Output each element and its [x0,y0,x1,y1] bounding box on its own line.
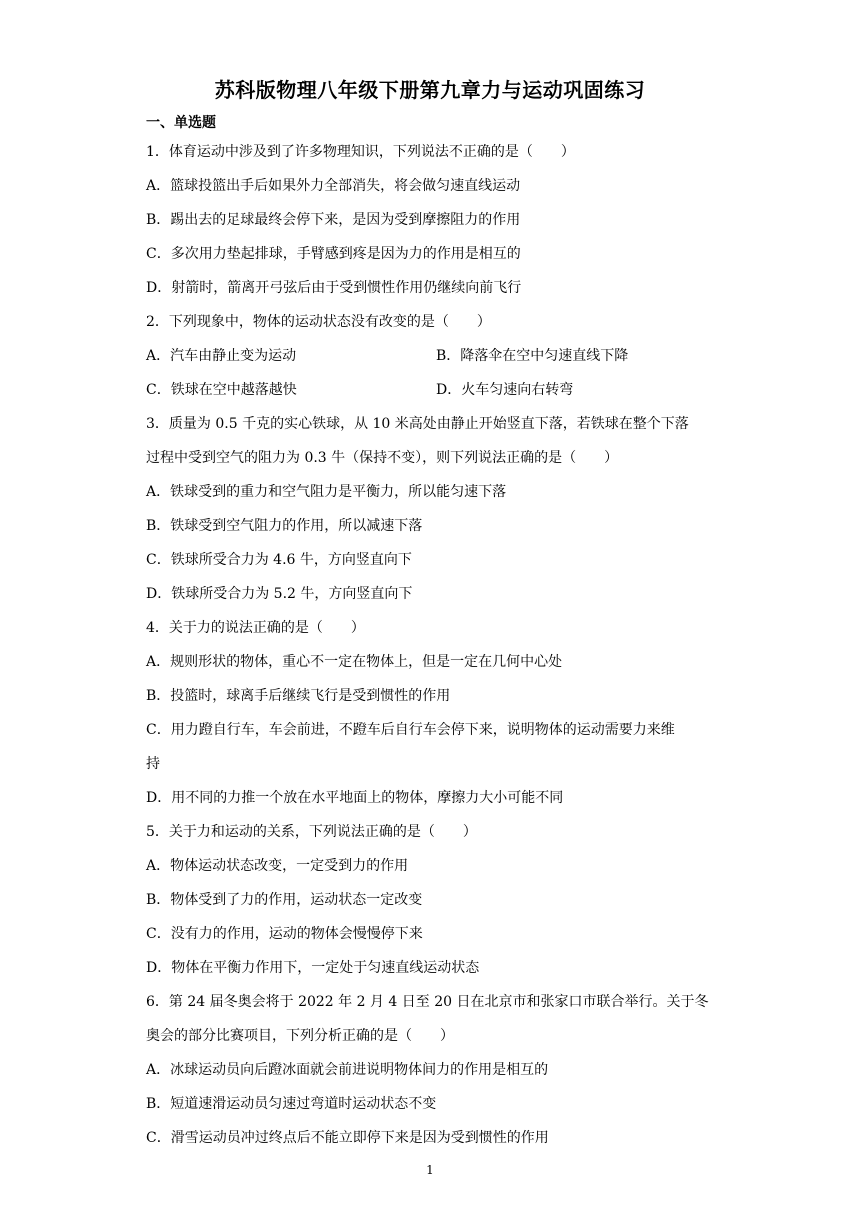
question-3-stem-line-2: 过程中受到空气的阻力为 0.3 牛（保持不变），则下列说法正确的是（ ） [146,450,619,466]
question-4-stem: 4．关于力的说法正确的是（ ） [146,620,365,636]
question-5-option-d: D．物体在平衡力作用下，一定处于匀速直线运动状态 [146,960,480,976]
question-1-stem: 1．体育运动中涉及到了许多物理知识，下列说法不正确的是（ ） [146,144,575,160]
question-1-option-c: C．多次用力垫起排球，手臂感到疼是因为力的作用是相互的 [146,246,521,262]
question-1-option-b: B．踢出去的足球最终会停下来，是因为受到摩擦阻力的作用 [146,212,521,228]
question-5-option-b: B．物体受到了力的作用，运动状态一定改变 [146,892,423,908]
question-1-option-a: A．篮球投篮出手后如果外力全部消失，将会做匀速直线运动 [146,178,521,194]
question-3-option-b: B．铁球受到空气阻力的作用，所以减速下落 [146,518,423,534]
question-2-options-row-2 [146,373,726,407]
question-1-option-d: D．射箭时，箭离开弓弦后由于受到惯性作用仍继续向前飞行 [146,280,522,296]
question-6-stem-line-1: 6．第 24 届冬奥会将于 2022 年 2 月 4 日至 20 日在北京市和张家口市联合举行。关于冬 [146,994,709,1010]
question-3-option-a: A．铁球受到的重力和空气阻力是平衡力，所以能匀速下落 [146,484,507,500]
question-2-option-b: B．降落伞在空中匀速直线下降 [436,348,629,364]
question-2-option-a: A．汽车由静止变为运动 [146,348,297,364]
question-6-stem-line-2: 奥会的部分比赛项目，下列分析正确的是（ ） [146,1028,454,1044]
question-2-stem: 2．下列现象中，物体的运动状态没有改变的是（ ） [146,314,491,330]
question-2-option-c: C．铁球在空中越落越快 [146,382,297,398]
section-heading: 一、单选题 [146,115,216,131]
question-6-option-a: A．冰球运动员向后蹬冰面就会前进说明物体间力的作用是相互的 [146,1062,549,1078]
question-6-option-c: C．滑雪运动员冲过终点后不能立即停下来是因为受到惯性的作用 [146,1130,549,1146]
question-4-option-d: D．用不同的力推一个放在水平地面上的物体，摩擦力大小可能不同 [146,790,564,806]
question-5-option-a: A．物体运动状态改变，一定受到力的作用 [146,858,409,874]
question-2-option-d: D．火车匀速向右转弯 [436,382,574,398]
question-3-option-c: C．铁球所受合力为 4.6 牛，方向竖直向下 [146,552,412,568]
page-title: 苏科版物理八年级下册第九章力与运动巩固练习 [214,78,646,102]
question-5-stem: 5．关于力和运动的关系，下列说法正确的是（ ） [146,824,477,840]
question-6-option-b: B．短道速滑运动员匀速过弯道时运动状态不变 [146,1096,437,1112]
question-5-option-c: C．没有力的作用，运动的物体会慢慢停下来 [146,926,423,942]
question-4-option-c-line-2: 持 [146,756,160,772]
question-3-option-d: D．铁球所受合力为 5.2 牛，方向竖直向下 [146,586,413,602]
question-2-options-row-1 [146,339,726,373]
question-4-option-c-line-1: C．用力蹬自行车，车会前进，不蹬车后自行车会停下来，说明物体的运动需要力来维 [146,722,675,738]
page-number: 1 [426,1163,434,1177]
question-4-option-a: A．规则形状的物体，重心不一定在物体上，但是一定在几何中心处 [146,654,563,670]
question-list [146,135,726,1155]
question-4-option-b: B．投篮时，球离手后继续飞行是受到惯性的作用 [146,688,451,704]
question-3-stem-line-1: 3．质量为 0.5 千克的实心铁球，从 10 米高处由静止开始竖直下落，若铁球在整个下落 [146,416,689,432]
